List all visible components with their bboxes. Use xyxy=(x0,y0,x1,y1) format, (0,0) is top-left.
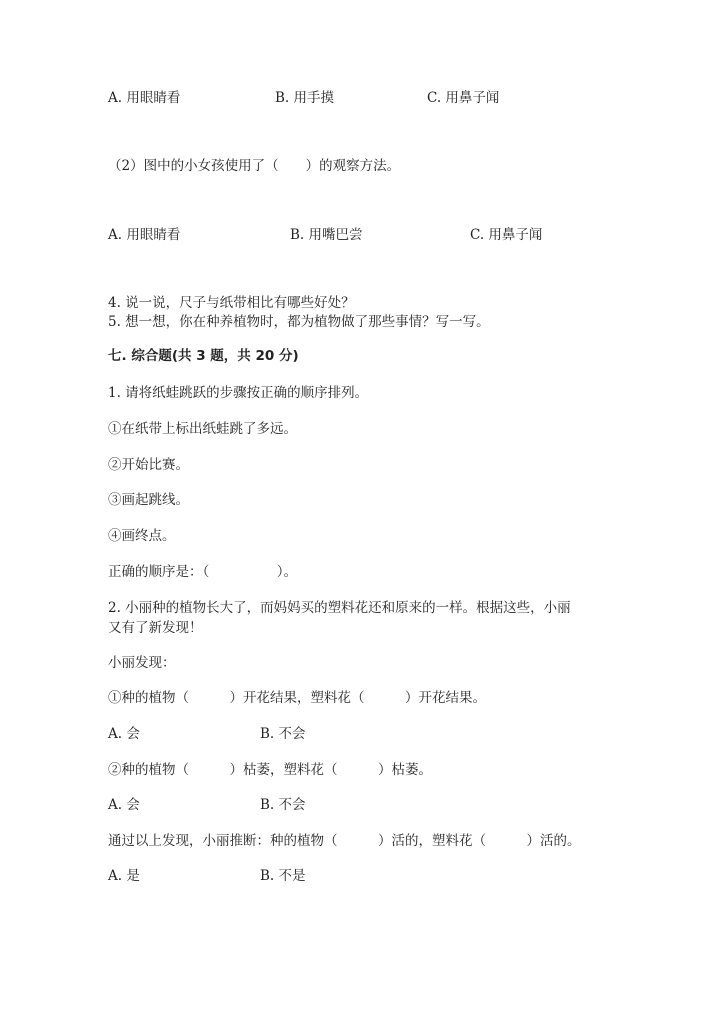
q1-step-3: ③画起跳线。 xyxy=(108,492,189,508)
q1-step-4: ④画终点。 xyxy=(108,528,176,544)
q2-item-2-option-b: B. 不会 xyxy=(260,797,306,813)
q2-inference: 通过以上发现，小丽推断：种的植物（ ）活的，塑料花（ ）活的。 xyxy=(108,833,581,849)
question-5: 5. 想一想，你在种养植物时，都为植物做了那些事情？写一写。 xyxy=(108,314,490,330)
option-a-eyes: A. 用眼睛看 xyxy=(108,227,181,243)
option-b-taste: B. 用嘴巴尝 xyxy=(290,227,363,243)
q2-item-1: ①种的植物（ ）开花结果，塑料花（ ）开花结果。 xyxy=(108,690,486,706)
q2-finding-label: 小丽发现： xyxy=(108,655,176,671)
section-7-title: 七. 综合题(共 3 题，共 20 分) xyxy=(108,348,299,364)
q2-item-1-option-a: A. 会 xyxy=(108,726,140,742)
q2-prompt-line-2: 又有了新发现！ xyxy=(108,620,203,636)
option-a-eyes: A. 用眼睛看 xyxy=(108,90,181,106)
q1-prompt: 1. 请将纸蛙跳跃的步骤按正确的顺序排列。 xyxy=(108,385,369,401)
q2-item-1-option-b: B. 不会 xyxy=(260,726,306,742)
q2-prompt-line-1: 2. 小丽种的植物长大了，而妈妈买的塑料花还和原来的一样。根据这些，小丽 xyxy=(108,600,571,616)
q1-step-2: ②开始比赛。 xyxy=(108,457,189,473)
q2-item-2: ②种的植物（ ）枯萎，塑料花（ ）枯萎。 xyxy=(108,762,432,778)
q2-inference-option-a: A. 是 xyxy=(108,868,140,884)
option-c-smell: C. 用鼻子闻 xyxy=(427,90,500,106)
q2-inference-option-b: B. 不是 xyxy=(260,868,306,884)
question-2-prompt: （2）图中的小女孩使用了（ ）的观察方法。 xyxy=(108,158,401,174)
option-c-smell: C. 用鼻子闻 xyxy=(470,227,543,243)
q2-item-2-option-a: A. 会 xyxy=(108,797,140,813)
option-b-touch: B. 用手摸 xyxy=(275,90,335,106)
q1-step-1: ①在纸带上标出纸蛙跳了多远。 xyxy=(108,421,297,437)
question-4: 4. 说一说，尺子与纸带相比有哪些好处？ xyxy=(108,295,355,311)
q1-answer-line: 正确的顺序是：（ ）。 xyxy=(108,564,297,580)
